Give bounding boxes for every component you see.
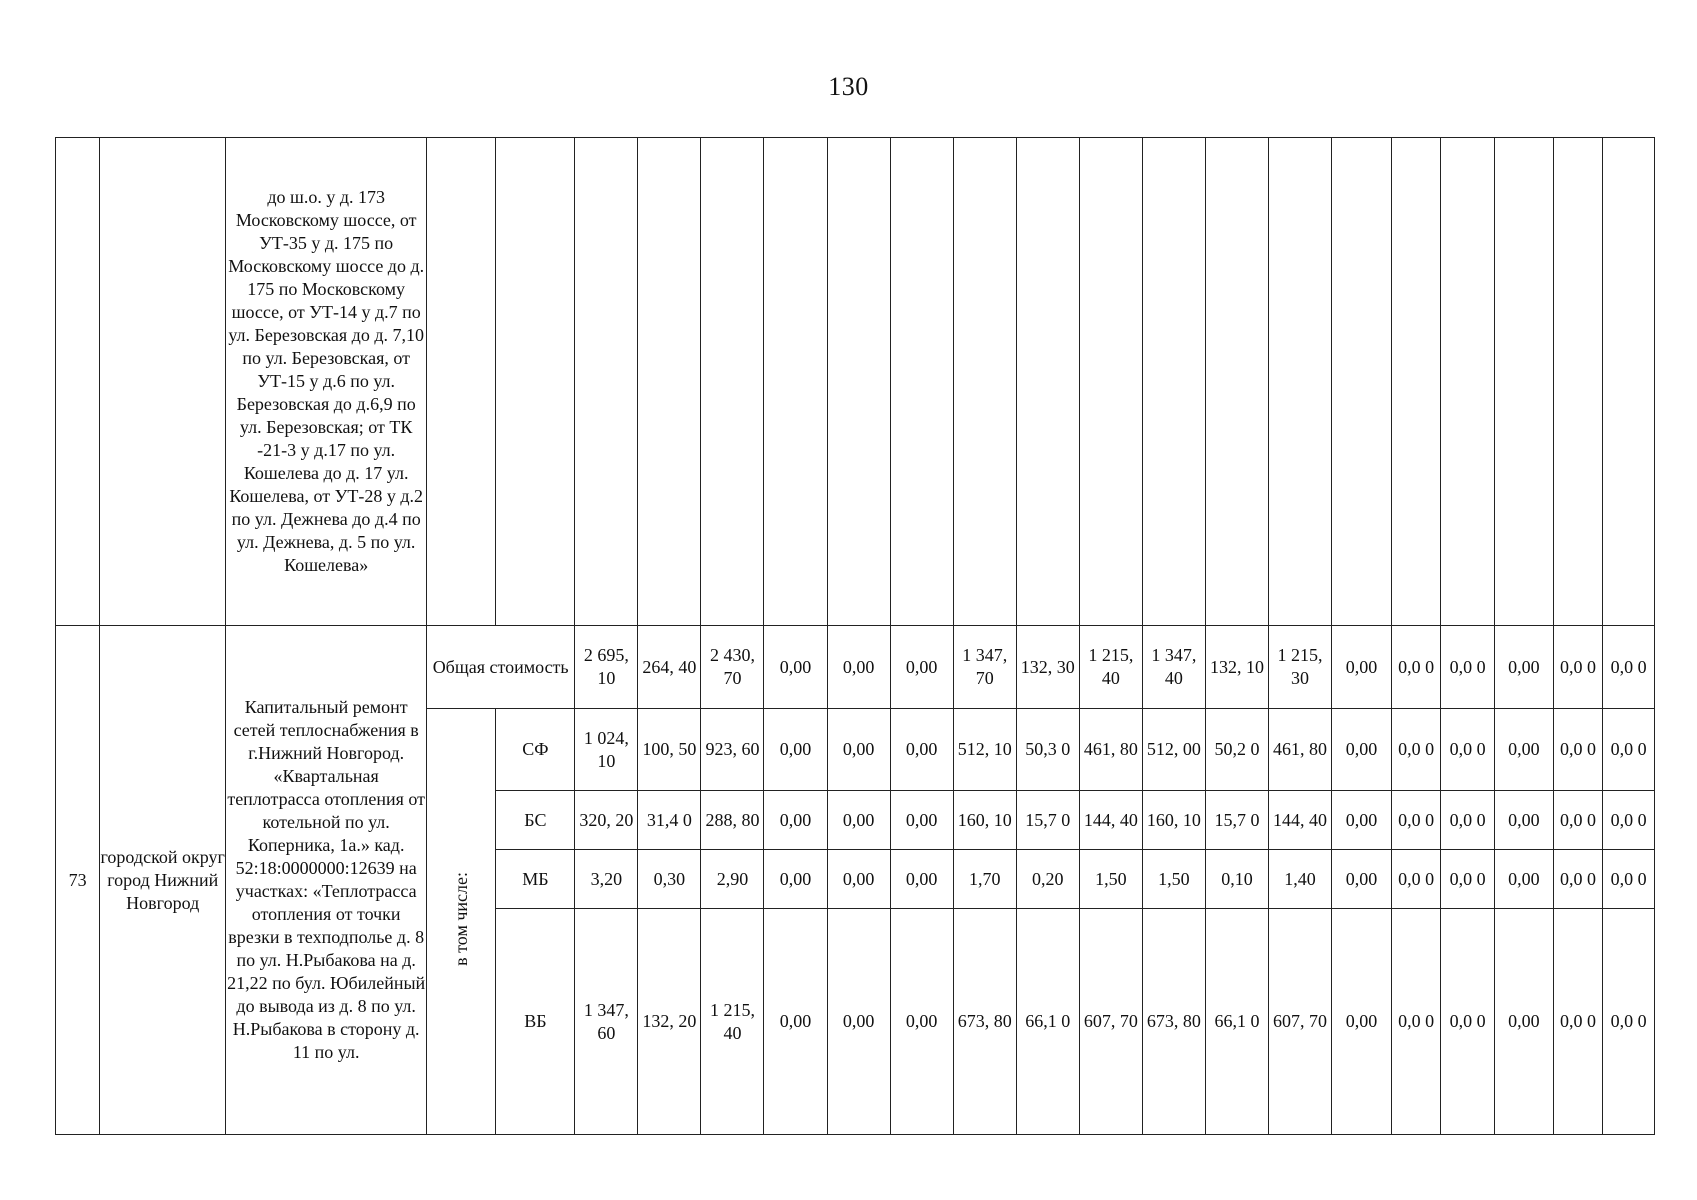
cont-cell <box>1441 138 1495 626</box>
value-cell: 0,00 <box>764 626 827 709</box>
cont-cell <box>890 138 953 626</box>
value-cell: 66,1 0 <box>1016 909 1079 1135</box>
value-cell: 2,90 <box>701 850 764 909</box>
source-label: СФ <box>496 709 575 791</box>
source-label: МБ <box>496 850 575 909</box>
value-cell: 0,0 0 <box>1603 709 1655 791</box>
value-cell: 2 430, 70 <box>701 626 764 709</box>
value-cell: 0,00 <box>1332 909 1392 1135</box>
value-cell: 2 695, 10 <box>575 626 638 709</box>
value-cell: 0,0 0 <box>1603 909 1655 1135</box>
value-cell: 1,50 <box>1079 850 1142 909</box>
value-cell: 160, 10 <box>1142 791 1205 850</box>
value-cell: 1 215, 40 <box>1079 626 1142 709</box>
value-cell: 0,00 <box>1494 850 1553 909</box>
value-cell: 0,00 <box>827 909 890 1135</box>
value-cell: 923, 60 <box>701 709 764 791</box>
value-cell: 0,00 <box>1332 626 1392 709</box>
value-cell: 50,2 0 <box>1205 709 1268 791</box>
value-cell: 132, 20 <box>638 909 701 1135</box>
value-cell: 0,30 <box>638 850 701 909</box>
value-cell: 0,10 <box>1205 850 1268 909</box>
value-cell: 1,70 <box>953 850 1016 909</box>
entry-number: 73 <box>56 626 100 1135</box>
value-cell: 0,0 0 <box>1391 850 1440 909</box>
cont-cell <box>427 138 496 626</box>
value-cell: 0,20 <box>1016 850 1079 909</box>
cont-cell <box>1016 138 1079 626</box>
value-cell: 1 215, 30 <box>1268 626 1331 709</box>
value-cell: 0,0 0 <box>1391 909 1440 1135</box>
value-cell: 3,20 <box>575 850 638 909</box>
cont-cell <box>1391 138 1440 626</box>
cont-cell <box>827 138 890 626</box>
value-cell: 144, 40 <box>1268 791 1331 850</box>
value-cell: 0,00 <box>1494 709 1553 791</box>
value-cell: 66,1 0 <box>1205 909 1268 1135</box>
value-cell: 0,00 <box>890 791 953 850</box>
value-cell: 0,00 <box>827 850 890 909</box>
value-cell: 0,00 <box>764 791 827 850</box>
value-cell: 1 347, 60 <box>575 909 638 1135</box>
value-cell: 0,0 0 <box>1553 791 1602 850</box>
value-cell: 100, 50 <box>638 709 701 791</box>
cont-number-cell <box>56 138 100 626</box>
value-cell: 0,00 <box>890 909 953 1135</box>
value-cell: 512, 00 <box>1142 709 1205 791</box>
value-cell: 0,0 0 <box>1603 850 1655 909</box>
value-cell: 607, 70 <box>1079 909 1142 1135</box>
value-cell: 0,0 0 <box>1441 709 1495 791</box>
value-cell: 1,40 <box>1268 850 1331 909</box>
source-label: БС <box>496 791 575 850</box>
value-cell: 0,0 0 <box>1553 709 1602 791</box>
value-cell: 320, 20 <box>575 791 638 850</box>
continuation-row <box>56 138 1655 626</box>
including-label: в том числе: <box>450 871 471 966</box>
cont-cell <box>1205 138 1268 626</box>
value-cell: 0,00 <box>890 709 953 791</box>
value-cell: 132, 10 <box>1205 626 1268 709</box>
value-cell: 0,00 <box>827 626 890 709</box>
value-cell: 264, 40 <box>638 626 701 709</box>
value-cell: 0,0 0 <box>1441 909 1495 1135</box>
value-cell: 31,4 0 <box>638 791 701 850</box>
page-number: 130 <box>828 72 869 101</box>
value-cell: 0,0 0 <box>1603 626 1655 709</box>
cont-cell <box>953 138 1016 626</box>
including-label-cell <box>427 709 496 1135</box>
municipality: городской округ город Нижний Новгород <box>100 626 226 1135</box>
value-cell: 0,0 0 <box>1553 909 1602 1135</box>
value-cell: 0,00 <box>764 909 827 1135</box>
value-cell: 0,0 0 <box>1553 626 1602 709</box>
value-cell: 1,50 <box>1142 850 1205 909</box>
value-cell: 288, 80 <box>701 791 764 850</box>
value-cell: 132, 30 <box>1016 626 1079 709</box>
value-cell: 0,00 <box>1332 850 1392 909</box>
value-cell: 0,0 0 <box>1603 791 1655 850</box>
cont-cell <box>638 138 701 626</box>
source-label: ВБ <box>496 909 575 1135</box>
value-cell: 461, 80 <box>1079 709 1142 791</box>
value-cell: 0,0 0 <box>1441 850 1495 909</box>
cont-cell <box>496 138 575 626</box>
total-row <box>56 626 1655 709</box>
cont-cell <box>1553 138 1602 626</box>
cont-description: до ш.о. у д. 173 Московскому шоссе, от УТ-35 у д. 175 по Московскому шоссе до д. 175 по Московскому шоссе, от УТ-14 у д.7 по ул. Березовская до д. 7,10 по ул. Березовская, от УТ-15 у д.6 по ул. Березовская до д.6,9 по ул. Березовская; от ТК -21-3 у д.17 по ул. Кошелева до д. 17 ул. Кошелева, от УТ-28 у д.2 по ул. Дежнева до д.4 по ул. Дежнева, д. 5 по ул. Кошелева» <box>226 138 427 626</box>
value-cell: 0,00 <box>1494 626 1553 709</box>
value-cell: 1 347, 40 <box>1142 626 1205 709</box>
value-cell: 0,00 <box>1494 791 1553 850</box>
value-cell: 673, 80 <box>953 909 1016 1135</box>
cont-cell <box>1603 138 1655 626</box>
value-cell: 1 347, 70 <box>953 626 1016 709</box>
value-cell: 0,00 <box>1332 791 1392 850</box>
budget-table <box>55 137 1655 1135</box>
value-cell: 607, 70 <box>1268 909 1331 1135</box>
total-label: Общая стоимость <box>427 626 575 709</box>
value-cell: 15,7 0 <box>1016 791 1079 850</box>
value-cell: 0,0 0 <box>1553 850 1602 909</box>
value-cell: 1 215, 40 <box>701 909 764 1135</box>
cont-cell <box>764 138 827 626</box>
value-cell: 1 024, 10 <box>575 709 638 791</box>
value-cell: 0,0 0 <box>1441 626 1495 709</box>
entry-description: Капитальный ремонт сетей теплоснабжения в г.Нижний Новгород. «Квартальная теплотрасса отопления от котельной по ул. Коперника, 1а.» кад. 52:18:0000000:12639 на участках: «Теплотрасса отопления от точки врезки в техподполье д. 8 по ул. Н.Рыбакова на д. 21,22 по бул. Юбилейный до вывода из д. 8 по ул. Н.Рыбакова в сторону д. 11 по ул. <box>226 626 427 1135</box>
cont-cell <box>1268 138 1331 626</box>
value-cell: 0,00 <box>827 791 890 850</box>
value-cell: 160, 10 <box>953 791 1016 850</box>
cont-cell <box>1142 138 1205 626</box>
cont-cell <box>701 138 764 626</box>
value-cell: 673, 80 <box>1142 909 1205 1135</box>
value-cell: 15,7 0 <box>1205 791 1268 850</box>
value-cell: 0,00 <box>1494 909 1553 1135</box>
value-cell: 0,0 0 <box>1441 791 1495 850</box>
cont-cell <box>575 138 638 626</box>
value-cell: 0,00 <box>764 850 827 909</box>
value-cell: 144, 40 <box>1079 791 1142 850</box>
value-cell: 0,0 0 <box>1391 791 1440 850</box>
value-cell: 0,00 <box>764 709 827 791</box>
value-cell: 461, 80 <box>1268 709 1331 791</box>
cont-cell <box>1079 138 1142 626</box>
cont-cell <box>1494 138 1553 626</box>
value-cell: 50,3 0 <box>1016 709 1079 791</box>
value-cell: 512, 10 <box>953 709 1016 791</box>
cont-municipality-cell <box>100 138 226 626</box>
value-cell: 0,0 0 <box>1391 709 1440 791</box>
value-cell: 0,00 <box>890 626 953 709</box>
value-cell: 0,00 <box>827 709 890 791</box>
value-cell: 0,0 0 <box>1391 626 1440 709</box>
value-cell: 0,00 <box>1332 709 1392 791</box>
cont-cell <box>1332 138 1392 626</box>
value-cell: 0,00 <box>890 850 953 909</box>
